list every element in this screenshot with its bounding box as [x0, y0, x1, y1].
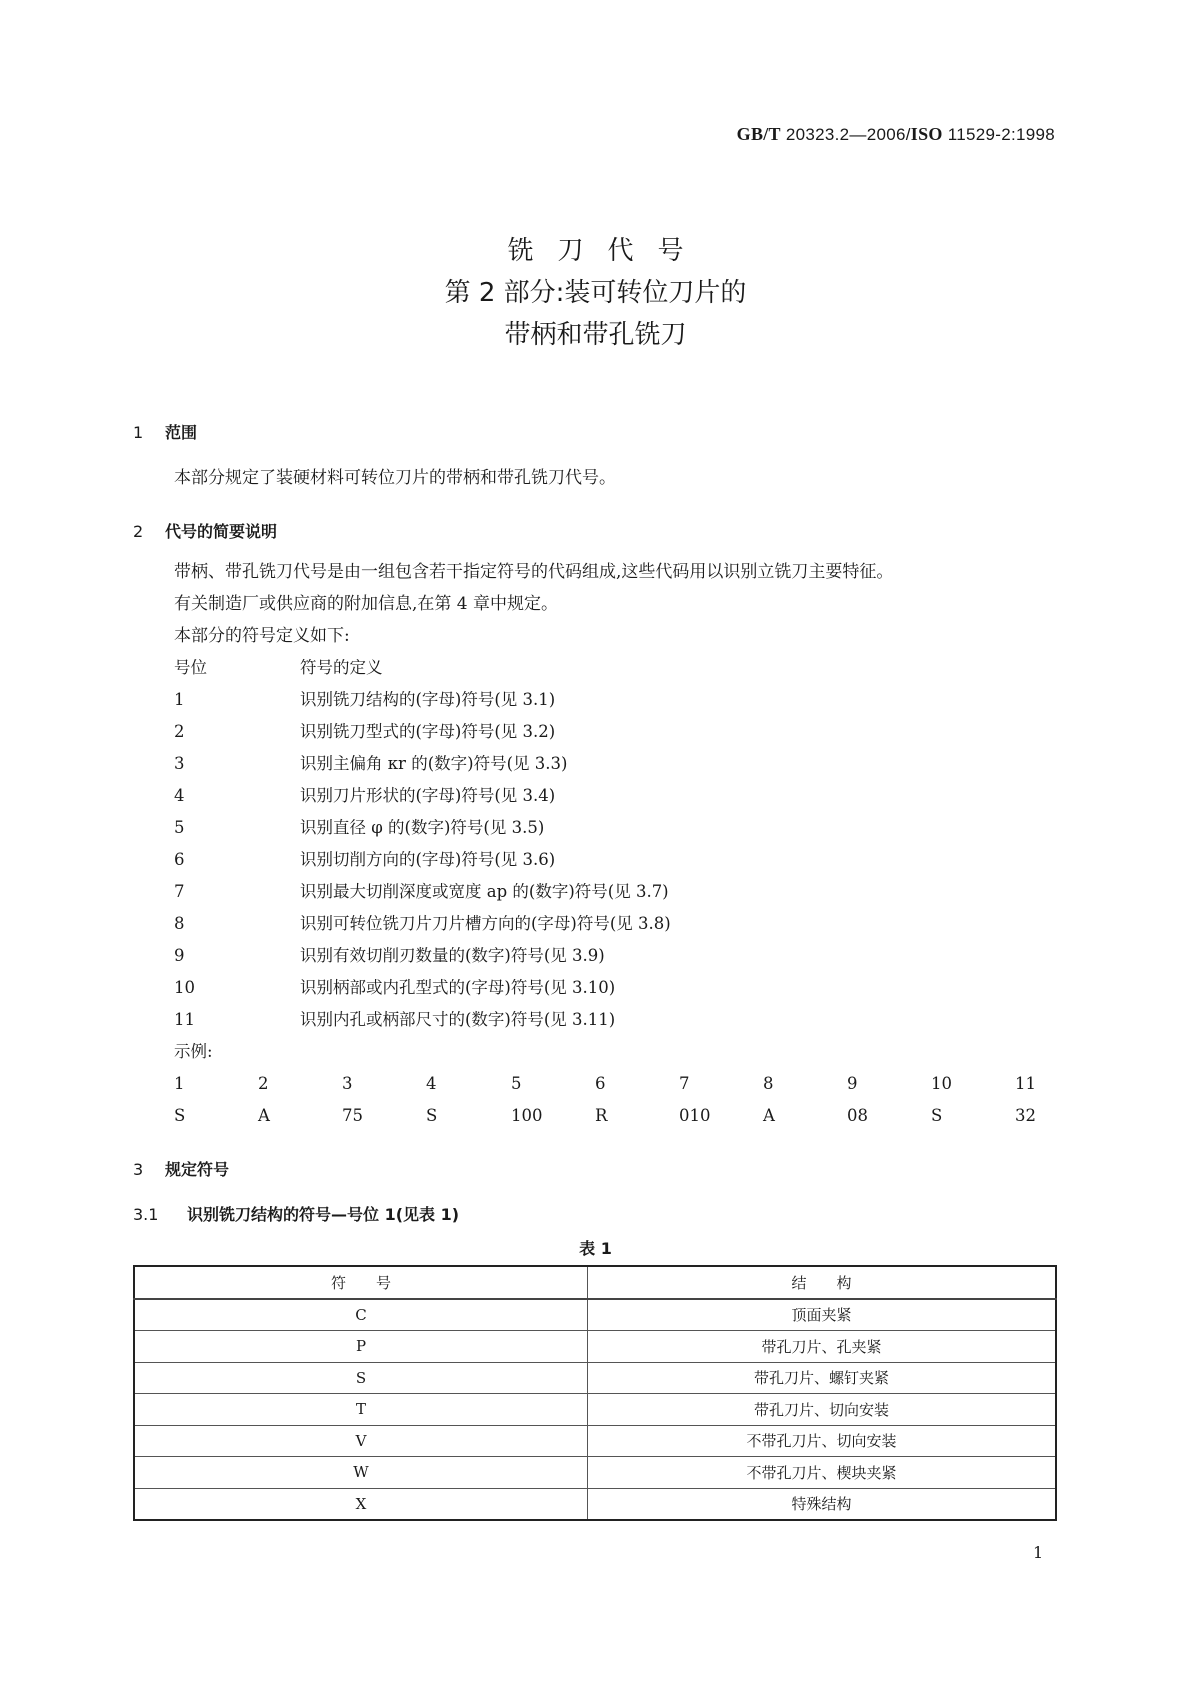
symbol-cell: T — [134, 1394, 588, 1426]
document-title — [0, 230, 1191, 356]
section-number: 2 — [133, 522, 144, 541]
definition: 识别切削方向的(字母)符号(见 3.6) — [300, 850, 556, 869]
section-1-heading — [133, 420, 197, 443]
position-header: 号位 — [174, 658, 207, 677]
position: 7 — [174, 882, 185, 901]
structure-cell: 不带孔刀片、切向安装 — [588, 1425, 1057, 1457]
section-number: 1 — [133, 423, 144, 442]
header-symbol: 符 号 — [134, 1266, 588, 1299]
definition: 识别最大切削深度或宽度 ap 的(数字)符号(见 3.7) — [300, 882, 669, 901]
definition: 识别可转位铣刀片刀片槽方向的(字母)符号(见 3.8) — [300, 914, 671, 933]
std-number: 20323.2—2006/ — [780, 125, 911, 144]
position: 1 — [174, 690, 185, 709]
example-value: A — [763, 1106, 775, 1125]
structure-cell: 带孔刀片、螺钉夹紧 — [588, 1362, 1057, 1394]
section-1-body: 本部分规定了装硬材料可转位刀片的带柄和带孔铣刀代号。 — [174, 468, 616, 488]
example-position: 2 — [258, 1074, 269, 1093]
header-structure: 结 构 — [588, 1266, 1057, 1299]
position: 4 — [174, 786, 185, 805]
example-value: 32 — [1015, 1106, 1036, 1125]
structure-cell: 带孔刀片、切向安装 — [588, 1394, 1057, 1426]
symbol-cell: V — [134, 1425, 588, 1457]
position: 5 — [174, 818, 185, 837]
position: 10 — [174, 978, 195, 997]
example-value: A — [258, 1106, 270, 1125]
example-position: 10 — [931, 1074, 952, 1093]
example-value: 08 — [847, 1106, 868, 1125]
table-row — [134, 1331, 1056, 1363]
example-position: 6 — [595, 1074, 606, 1093]
section-2-para-1: 带柄、带孔铣刀代号是由一组包含若干指定符号的代码组成,这些代码用以识别立铣刀主要特征。 — [174, 562, 894, 582]
title-line-3: 带柄和带孔铣刀 — [504, 320, 687, 350]
definition: 识别铣刀结构的(字母)符号(见 3.1) — [300, 690, 556, 709]
table-row — [134, 1457, 1056, 1489]
example-value: 75 — [342, 1106, 363, 1125]
example-value: S — [426, 1106, 438, 1125]
definition: 识别有效切削刃数量的(数字)符号(见 3.9) — [300, 946, 605, 965]
title-line-2: 第 2 部分:装可转位刀片的 — [444, 278, 747, 308]
example-position: 4 — [426, 1074, 437, 1093]
table-caption: 表 1 — [579, 1239, 612, 1258]
example-value: 100 — [511, 1106, 543, 1125]
example-position: 3 — [342, 1074, 353, 1093]
definition-header-label: 符号的定义 — [300, 658, 383, 677]
example-label-text: 示例: — [174, 1042, 213, 1061]
example-position: 7 — [679, 1074, 690, 1093]
section-title: 范围 — [165, 423, 198, 442]
table-header-row — [134, 1266, 1056, 1299]
section-2-heading — [133, 519, 277, 542]
example-positions — [174, 1068, 1054, 1100]
section-title: 规定符号 — [165, 1160, 230, 1179]
section-3-heading — [133, 1157, 229, 1180]
section-2-para-3: 本部分的符号定义如下: — [174, 626, 350, 646]
table-row — [134, 1362, 1056, 1394]
example-position: 5 — [511, 1074, 522, 1093]
section-title: 识别铣刀结构的符号—号位 1(见表 1) — [187, 1205, 460, 1224]
example-position: 9 — [847, 1074, 858, 1093]
position: 2 — [174, 722, 185, 741]
position: 11 — [174, 1010, 195, 1029]
table-row — [134, 1488, 1056, 1520]
example-values — [174, 1100, 1054, 1132]
table-row — [134, 1394, 1056, 1426]
position: 9 — [174, 946, 185, 965]
section-title: 代号的简要说明 — [165, 522, 278, 541]
example-value: S — [931, 1106, 943, 1125]
symbol-cell: S — [134, 1362, 588, 1394]
symbol-cell: X — [134, 1488, 588, 1520]
section-number: 3 — [133, 1160, 144, 1179]
example-value: 010 — [679, 1106, 711, 1125]
definition: 识别柄部或内孔型式的(字母)符号(见 3.10) — [300, 978, 616, 997]
title-line-1: 铣刀代号 — [507, 236, 708, 266]
position: 3 — [174, 754, 185, 773]
std-prefix-iso: ISO — [910, 124, 943, 144]
std-prefix-gbt: GB/T — [736, 124, 781, 144]
symbol-cell: C — [134, 1299, 588, 1331]
iso-number: 11529-2:1998 — [942, 125, 1055, 144]
example-position: 1 — [174, 1074, 185, 1093]
structure-cell: 顶面夹紧 — [588, 1299, 1057, 1331]
section-3-1-heading — [133, 1202, 459, 1225]
table-row — [134, 1299, 1056, 1331]
structure-cell: 带孔刀片、孔夹紧 — [588, 1331, 1057, 1363]
position: 6 — [174, 850, 185, 869]
definition: 识别内孔或柄部尺寸的(数字)符号(见 3.11) — [300, 1010, 616, 1029]
section-number: 3.1 — [133, 1205, 159, 1224]
example-value: S — [174, 1106, 186, 1125]
table-row — [134, 1425, 1056, 1457]
position: 8 — [174, 914, 185, 933]
definition: 识别铣刀型式的(字母)符号(见 3.2) — [300, 722, 556, 741]
example-position: 8 — [763, 1074, 774, 1093]
symbol-cell: W — [134, 1457, 588, 1489]
definition: 识别刀片形状的(字母)符号(见 3.4) — [300, 786, 556, 805]
structure-cell: 特殊结构 — [588, 1488, 1057, 1520]
symbol-cell: P — [134, 1331, 588, 1363]
page-number: 1 — [1033, 1543, 1044, 1562]
standard-code — [737, 124, 1055, 145]
example-value: R — [595, 1106, 608, 1125]
example-position: 11 — [1015, 1074, 1036, 1093]
section-2-para-2: 有关制造厂或供应商的附加信息,在第 4 章中规定。 — [174, 594, 559, 614]
definition: 识别主偏角 κr 的(数字)符号(见 3.3) — [300, 754, 568, 773]
definition: 识别直径 φ 的(数字)符号(见 3.5) — [300, 818, 545, 837]
structure-cell: 不带孔刀片、楔块夹紧 — [588, 1457, 1057, 1489]
table-1 — [133, 1265, 1057, 1521]
